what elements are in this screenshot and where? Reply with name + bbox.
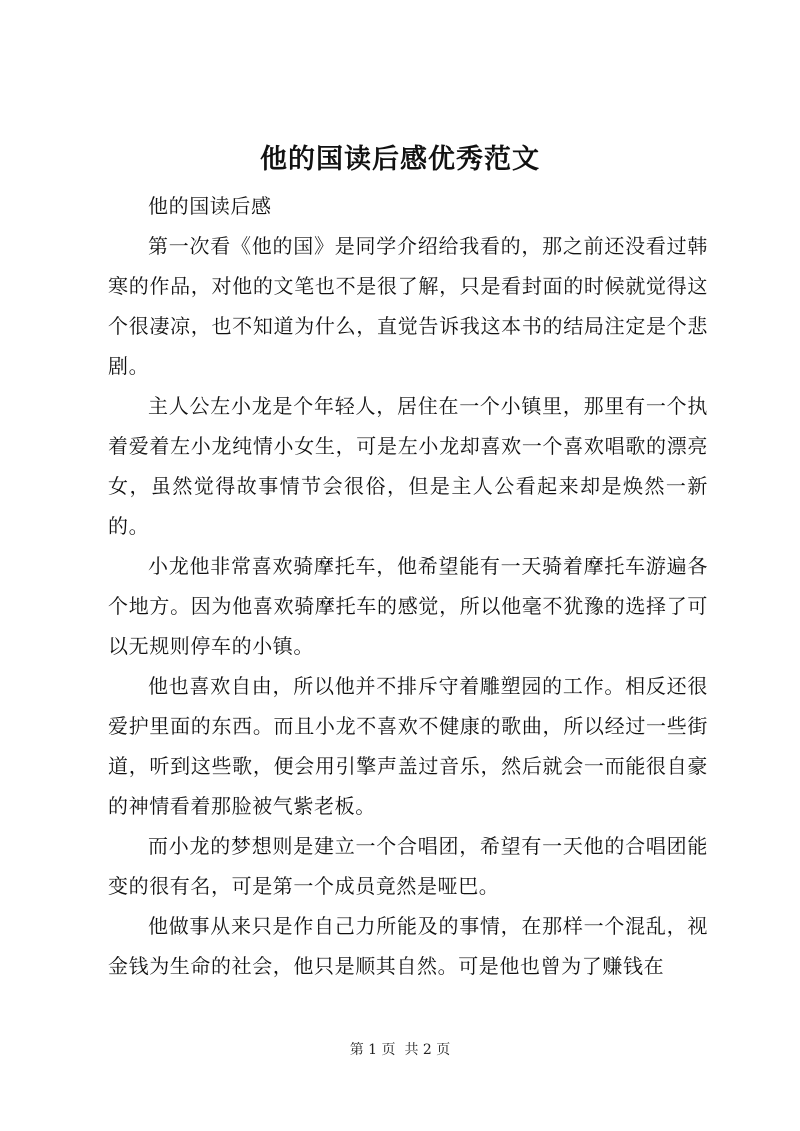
paragraph: 主人公左小龙是个年轻人，居住在一个小镇里，那里有一个执着爱着左小龙纯情小女生，可是左小龙却喜欢一个喜欢唱歌的漂亮女，虽然觉得故事情节会很俗，但是主人公看起来却是焕然一新的。 bbox=[108, 394, 708, 538]
paragraph: 第一次看《他的国》是同学介绍给我看的，那之前还没看过韩寒的作品，对他的文笔也不是很了解，只是看封面的时候就觉得这个很凄凉，也不知道为什么，直觉告诉我这本书的结局注定是个悲剧。 bbox=[108, 234, 708, 378]
page-footer bbox=[0, 1040, 800, 1060]
paragraph: 而小龙的梦想则是建立一个合唱团，希望有一天他的合唱团能变的很有名，可是第一个成员竟然是哑巴。 bbox=[108, 834, 708, 898]
paragraph-subtitle: 他的国读后感 bbox=[148, 194, 272, 218]
document-title: 他的国读后感优秀范文 bbox=[260, 144, 540, 175]
paragraph: 他做事从来只是作自己力所能及的事情，在那样一个混乱，视金钱为生命的社会，他只是顺其自然。可是他也曾为了赚钱在 bbox=[108, 914, 708, 978]
document-body bbox=[108, 186, 708, 986]
page-number-label: 第 1 页 共 2 页 bbox=[349, 1042, 451, 1058]
paragraph: 小龙他非常喜欢骑摩托车，他希望能有一天骑着摩托车游遍各个地方。因为他喜欢骑摩托车的感觉，所以他毫不犹豫的选择了可以无规则停车的小镇。 bbox=[108, 554, 708, 658]
paragraph: 他也喜欢自由，所以他并不排斥守着雕塑园的工作。相反还很爱护里面的东西。而且小龙不喜欢不健康的歌曲，所以经过一些街道，听到这些歌，便会用引擎声盖过音乐，然后就会一而能很自豪的神情看着那脸被气紫老板。 bbox=[108, 674, 708, 818]
